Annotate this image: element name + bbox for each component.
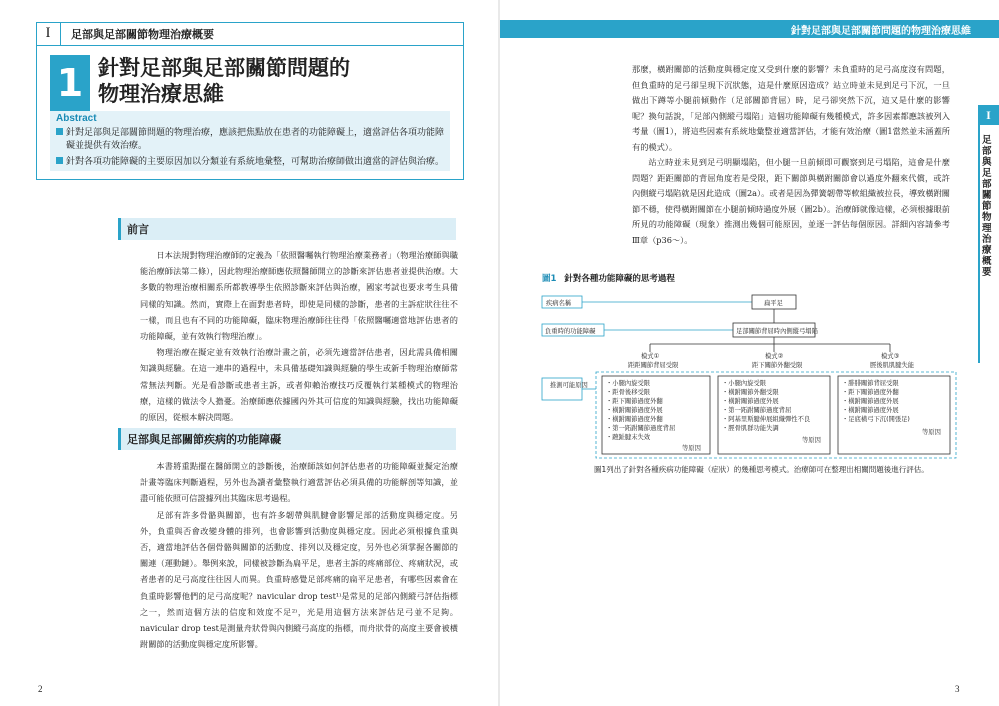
paragraph: 那麼，橫跗關節的活動度與穩定度又受到什麼的影響？未負重時的足弓高度沒有問題，但負重時的足弓卻呈現下沉狀態，這是什麼原因造成？站立時並未見到足弓下沉，一旦做出下蹲等小腿前傾動作（足部關節背屈）時，足弓卻突然下沉，這又是什麼的影響呢？換句話說，「足部內側縱弓塌陷」這個功能障礙有幾種模式，許多因素都應該被列入考量（圖1），將這些因素有系統地彙整並適當評估，才能有效治療（圖1當然並未涵蓋所有的模式）。 bbox=[632, 64, 950, 152]
cause-item: ・距下關節過度外翻 bbox=[606, 398, 663, 405]
cause-item: ・第一跖跗關節過度背屈 bbox=[722, 407, 792, 414]
cause-item: ・小腿內旋受限 bbox=[722, 380, 767, 387]
pattern-3-suffix: 等原因 bbox=[922, 429, 941, 436]
pattern-2-subtitle: 距下關節外翻受限 bbox=[752, 362, 803, 369]
bullet-icon bbox=[56, 157, 63, 164]
side-tab-label: 足部與足部關節物理治療概要 bbox=[982, 135, 992, 278]
chapter-title: 針對足部與足部關節問題的 物理治療思維 bbox=[98, 56, 350, 106]
cause-item: ・橫跗關節過度外展 bbox=[606, 407, 663, 414]
section-heading-dysfunction: 足部與足部關節疾病的功能障礙 bbox=[118, 428, 456, 450]
right-page bbox=[500, 0, 999, 706]
side-tab-number: I bbox=[978, 105, 999, 125]
bullet-icon bbox=[56, 128, 63, 135]
pattern-1-box bbox=[602, 376, 710, 454]
cause-item: ・蹠趾腱末失效 bbox=[606, 434, 651, 441]
cause-item: ・橫跗關節過度外翻 bbox=[606, 416, 663, 423]
pattern-2-suffix: 等原因 bbox=[802, 437, 821, 444]
pattern-1-suffix: 等原因 bbox=[682, 445, 701, 452]
running-head: 針對足部與足部關節問題的物理治療思維 bbox=[500, 20, 999, 38]
abstract-item-continued: 礙並提供有效治療。 bbox=[66, 141, 148, 151]
section-title: 足部與足部關節物理治療概要 bbox=[71, 27, 214, 41]
pattern-1-subtitle: 距距關節背屈受限 bbox=[628, 362, 679, 369]
figure-note: 圖1列出了針對各種疾病功能障礙（症狀）的幾種思考模式。治療師可在整理出相關問題後進行評估。 bbox=[594, 465, 929, 474]
figure-caption bbox=[542, 272, 675, 284]
section-tab bbox=[36, 22, 464, 46]
cause-item: ・脛骨肌群功能失調 bbox=[722, 425, 779, 432]
abstract-label: Abstract bbox=[56, 113, 97, 124]
cause-item: ・距下關節過度外翻 bbox=[842, 389, 899, 396]
left-page bbox=[0, 0, 499, 706]
abstract-item: 針對各項功能障礙的主要原因加以分類並有系統地彙整，可幫助治療師做出適當的評估與治療。 bbox=[56, 156, 446, 169]
cause-item: ・小腿內旋受限 bbox=[606, 380, 651, 387]
cause-item: ・橫跗關節過度外展 bbox=[842, 398, 899, 405]
paragraph: 物理治療在擬定並有效執行治療計畫之前，必須先適當評估患者，因此需具備相關知識與經驗。在這一連串的過程中，未具備基礎知識與經驗的學生或新手物理治療師常常無法判斷。光是看診斷或患者主訴，或者仰賴治療技巧反覆執行某種模式的物理治療，這樣的做法令人擔憂。治療師應依據國內外其可信度的知識與經驗，找出功能障礙的原因，從根本解決問題。 bbox=[140, 347, 458, 423]
dysfunction-text: 足部關節背屈時內側縱弓塌陷 bbox=[736, 328, 818, 335]
paragraph: 本書將重點擺在醫師開立的診斷後，治療師該如何評估患者的功能障礙並擬定治療計畫等臨床判斷過程，另外也為讀者彙整執行適當評估必須具備的功能解剖等知識，並盡可能依照可信證據列出其臨床思考過程。 bbox=[140, 461, 458, 504]
diagnosis-text: 扁平足 bbox=[764, 300, 783, 307]
pattern-3-title: 模式③ bbox=[881, 353, 900, 360]
chapter-number: 1 bbox=[50, 55, 90, 111]
pattern-3-subtitle: 脛後肌肌腱失能 bbox=[870, 362, 915, 369]
cause-item: ・腓腓關節背屈受限 bbox=[842, 380, 899, 387]
section-number: I bbox=[36, 22, 61, 45]
dysfunction-label: 負重時的功能障礙 bbox=[545, 328, 596, 335]
paragraph: 足部有許多骨骼與關節，也有許多韌帶與肌腱會影響足部的活動度與穩定度。另外，負重與否會改變身體的排列，也會影響到活動度與穩定度。因此必須根據負重與否，適當地評估各個骨骼與關節的活動度、排列以及穩定度，另外也必須掌握各關節的關連（運動鏈）。舉例來說，同樣被診斷為扁平足，患者主訴的疼痛部位、疼痛狀況，或者患者的足弓高度往往因人而異。負重時感覺足部疼痛的扁平足患者，有哪些因素會在負重時影響他們的足弓高度呢？navicular drop test¹⁾是常見的足部內側縱弓評估指標之一，然而這個方法的信度和效度不足²⁾，光是用這個方法來評估足弓並不足夠。navicular drop test是測量舟狀骨與內側縱弓高度的指標，而舟狀骨的高度主要會被橫跗關節的活動度與穩定度所影響。 bbox=[140, 509, 458, 650]
section-heading-intro: 前言 bbox=[118, 218, 456, 240]
pattern-3-box bbox=[838, 376, 950, 454]
figure-tag: 圖1 bbox=[542, 274, 557, 284]
figure-title: 針對各種功能障礙的思考過程 bbox=[564, 274, 675, 284]
page-number: 2 bbox=[38, 684, 43, 694]
cause-item: ・橫跗關節過度外展 bbox=[842, 407, 899, 414]
estimate-label: 推測可能原因 bbox=[550, 382, 588, 389]
cause-item: ・第一跖跗關節過度背屈 bbox=[606, 425, 676, 432]
thinking-process-diagram bbox=[540, 292, 960, 462]
intro-body bbox=[140, 247, 458, 425]
abstract-item: 針對足部與足部關節問題的物理治療，應該把焦點放在患者的功能障礙上，適當評估各項功能障 bbox=[56, 127, 446, 140]
cause-item: ・足底橫弓下沉(開張足) bbox=[842, 416, 910, 423]
cause-item: ・橫跗關節過度外展 bbox=[722, 398, 779, 405]
cause-item: ・距骨後移受限 bbox=[606, 389, 651, 396]
pattern-1-title: 模式① bbox=[641, 353, 660, 360]
page-number: 3 bbox=[955, 684, 960, 694]
dysfunction-body bbox=[140, 458, 458, 652]
paragraph: 日本法規對物理治療師的定義為「依照醫囑執行物理治療業務者」（物理治療師與職能治療師法第二條），因此物理治療師應依照醫師開立的診斷來評估患者並提供治療。大多數的物理治療相關系所都教導學生依照診斷來評估與治療，國家考試也要求考生具備同樣的知識。然而，實際上在面對患者時，即使是同樣的診斷，患者的主訴症狀往往不一樣，而且也有不同的功能障礙，臨床物理治療師往往得「依照醫囑適當地評估患者的功能障礙，並有效執行物理治療」。 bbox=[140, 250, 458, 342]
pattern-2-title: 模式② bbox=[765, 353, 784, 360]
cause-item: ・阿基里斯腱伸展組織彈性不良 bbox=[722, 416, 811, 423]
right-body bbox=[632, 62, 950, 248]
disease-name-label: 疾病名稱 bbox=[546, 300, 572, 307]
cause-item: ・橫跗關節外翻受限 bbox=[722, 389, 779, 396]
paragraph: 站立時並未見到足弓明顯塌陷，但小腿一旦前傾即可觀察到足弓塌陷，這會是什麼問題？距距關節的背屈角度若是受限，距下關節與橫跗關節會以過度外翻來代償，或許內側縱弓塌陷就是因此造成（圖2a）。或者是因為彈簧韌帶等軟組織被拉長，導致橫跗關節不穩，使得橫跗關節在小腿前傾時過度外展（圖2b）。治療師就像這樣，必須根據眼前所見的功能障礙（現象）推測出幾個可能原因，並逐一評估每個原因。詳細內容請參考Ⅲ章（p36～）。 bbox=[632, 157, 950, 245]
